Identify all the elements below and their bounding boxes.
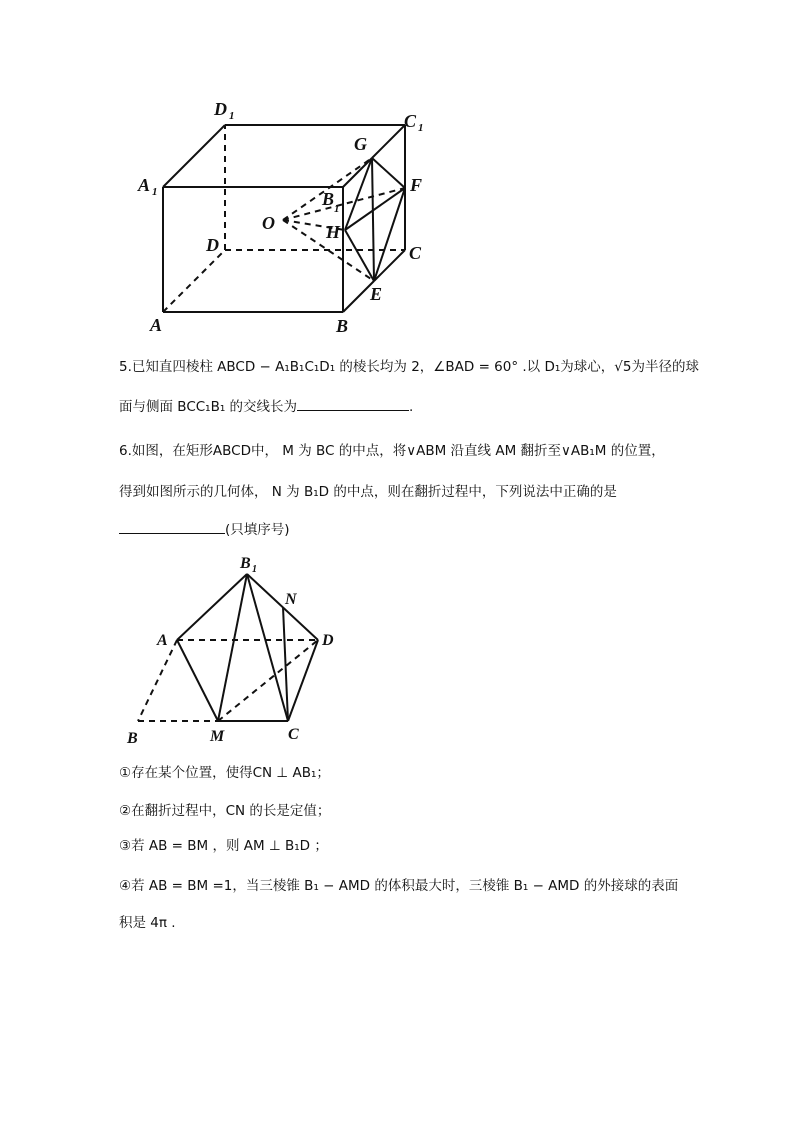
edge-B1-C xyxy=(247,574,288,721)
label-E: E xyxy=(370,284,383,304)
q6-line-1: 6.如图，在矩形ABCD中， M 为 BC 的中点，将∨ABM 沿直线 AM 翻折至∨AB₁M 的位置， xyxy=(119,443,665,459)
q6-line-2: 得到如图所示的几何体， N 为 B₁D 的中点，则在翻折过程中，下列说法中正确的是 xyxy=(119,484,617,500)
q5-line-2-text: 面与侧面 BCC₁B₁ 的交线长为 xyxy=(119,399,298,415)
label-A: A xyxy=(150,315,163,335)
option-4-line-1: ④若 AB = BM =1，当三棱锥 B₁ − AMD 的体积最大时，三棱锥 B₁ − AMD 的外接球的表面 xyxy=(119,878,679,894)
fold-figure xyxy=(118,548,348,748)
label-B1: B xyxy=(240,555,251,572)
label-C: C xyxy=(409,243,422,263)
label-B1-sub: 1 xyxy=(252,564,257,575)
q6-answer-blank[interactable] xyxy=(119,519,225,534)
edge-G-H xyxy=(372,158,374,281)
q5-line-1: 5.已知直四棱柱 ABCD − A₁B₁C₁D₁ 的棱长均为 2，∠BAD = 60° .以 D₁为球心，√5为半径的球 xyxy=(119,359,699,375)
q5-answer-blank[interactable] xyxy=(297,396,409,411)
label-B1: B xyxy=(322,189,335,209)
label-M: M xyxy=(210,728,225,745)
label-D1-sub: 1 xyxy=(229,110,235,122)
label-A1-sub: 1 xyxy=(152,186,158,198)
label-D: D xyxy=(322,632,334,649)
label-D: D xyxy=(206,235,219,255)
option-1: ①存在某个位置，使得CN ⊥ AB₁； xyxy=(119,765,330,781)
edge-C-D xyxy=(288,640,318,721)
q5-line-2-end: . xyxy=(409,399,414,415)
label-C: C xyxy=(288,726,299,743)
label-B1-sub: 1 xyxy=(334,203,340,215)
edge-B1-D xyxy=(247,574,318,640)
label-D1: D xyxy=(214,99,227,119)
edge-B1-G xyxy=(343,158,372,187)
label-H: H xyxy=(326,222,341,242)
label-C1-sub: 1 xyxy=(418,122,424,134)
label-F: F xyxy=(410,175,423,195)
label-B: B xyxy=(127,730,138,747)
option-4-line-2: 积是 4π . xyxy=(119,915,176,931)
label-N: N xyxy=(285,591,297,608)
q6-line-3 xyxy=(119,519,290,540)
edge-F-E xyxy=(374,188,405,281)
q6-line-3-end: (只填序号) xyxy=(225,522,290,538)
label-C1: C xyxy=(404,111,417,131)
label-B: B xyxy=(336,316,349,336)
option-2: ②在翻折过程中，CN 的长是定值； xyxy=(119,803,331,819)
edge-G-E xyxy=(345,158,372,230)
label-A1: A xyxy=(138,175,151,195)
edge-H-E xyxy=(345,230,374,281)
hidden-edge-A-B xyxy=(138,640,177,721)
label-G: G xyxy=(354,134,367,154)
edge-A-M xyxy=(177,640,218,721)
q5-line-2 xyxy=(119,396,413,417)
edge-G-F xyxy=(372,158,405,188)
edge-A1-D1 xyxy=(163,125,225,187)
prism-figure xyxy=(130,95,430,340)
edge-G-C1 xyxy=(372,125,405,158)
edge-H-F xyxy=(345,188,405,230)
label-A: A xyxy=(157,632,168,649)
hidden-edge-A-D xyxy=(163,250,225,312)
option-3: ③若 AB = BM ，则 AM ⊥ B₁D ； xyxy=(119,838,328,854)
label-O: O xyxy=(262,213,275,233)
